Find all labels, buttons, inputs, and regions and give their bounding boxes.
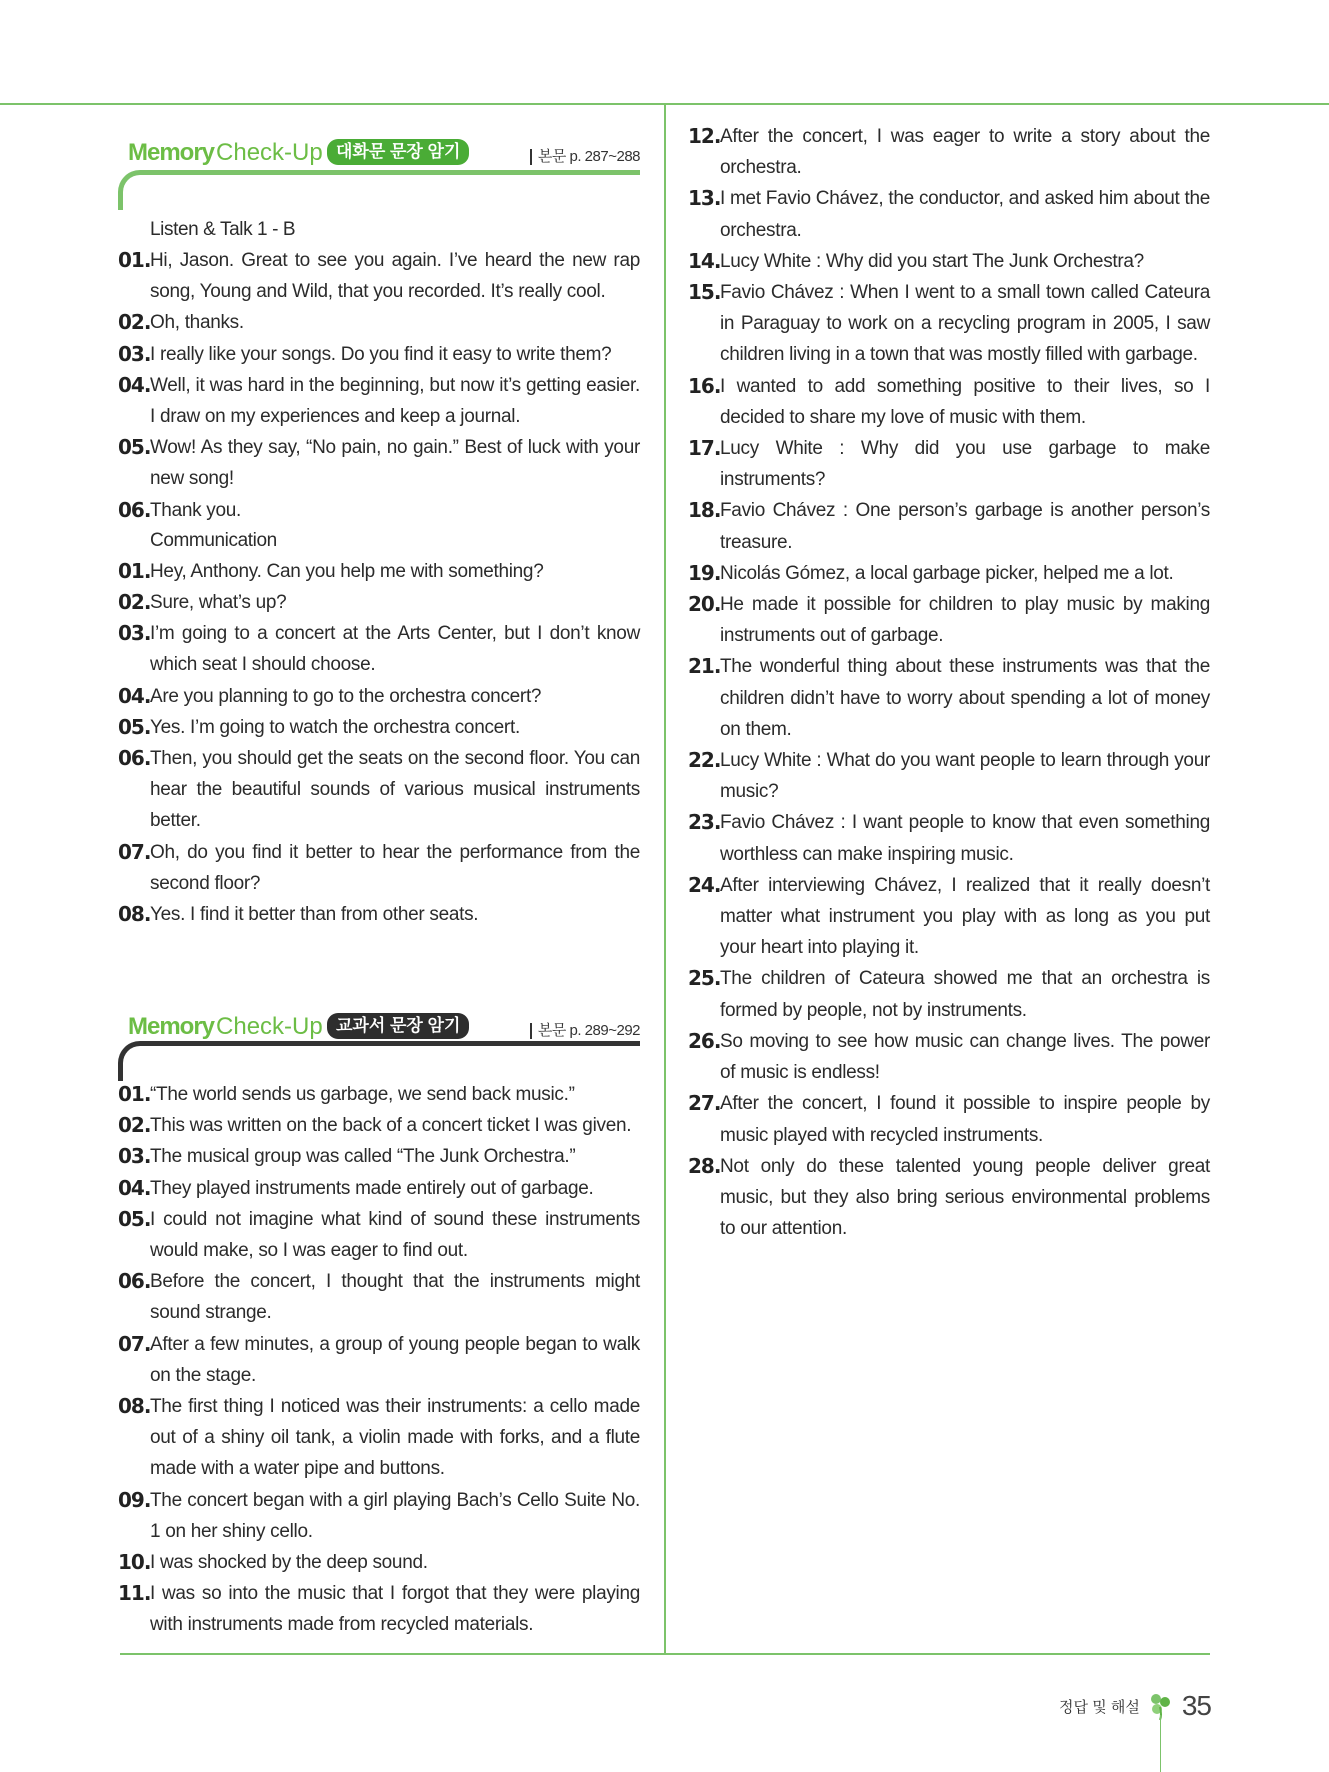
- footer-label: 정답 및 해설: [1059, 1698, 1140, 1716]
- list-item: [688, 745, 1210, 807]
- list-item: [118, 899, 640, 930]
- list-item: [118, 245, 640, 307]
- section2-badge: 교과서 문장 암기: [327, 1013, 469, 1039]
- item-number: 08.: [118, 902, 151, 927]
- item-text: The children of Cateura showed me that an orchestra is formed by people, not by instruments.: [720, 968, 1210, 1021]
- item-text: He made it possible for children to play music by making instruments out of garbage.: [720, 594, 1210, 647]
- section1-body: [118, 215, 640, 930]
- list-item: [118, 1141, 640, 1172]
- bottom-rule: [120, 1653, 1210, 1655]
- item-number: 20.: [688, 592, 721, 617]
- item-number: 23.: [688, 810, 721, 835]
- item-number: 08.: [118, 1394, 151, 1419]
- list-item: [688, 433, 1210, 495]
- item-number: 16.: [688, 373, 721, 398]
- item-text: After the concert, I was eager to write a story about the orchestra.: [720, 126, 1210, 179]
- list-item: [118, 1485, 640, 1547]
- section1-header: [118, 127, 640, 215]
- section1-page-ref: 본문 p. 287~288: [530, 149, 640, 165]
- item-text: Oh, thanks.: [150, 312, 244, 334]
- item-number: 09.: [118, 1487, 151, 1512]
- item-number: 05.: [118, 1206, 151, 1231]
- item-number: 26.: [688, 1028, 721, 1053]
- item-number: 05.: [118, 435, 151, 460]
- list-item: [688, 651, 1210, 745]
- item-number: 11.: [118, 1581, 151, 1606]
- list-item: [118, 339, 640, 370]
- item-text: I could not imagine what kind of sound these instruments would make, so I was eager to find out.: [150, 1208, 640, 1262]
- item-text: Favio Chávez : One person’s garbage is another person’s treasure.: [720, 500, 1210, 553]
- item-number: 06.: [118, 746, 151, 771]
- section2-body-left: [118, 1079, 640, 1641]
- item-number: 02.: [118, 1113, 151, 1138]
- section1-title-bold: Memory: [128, 139, 215, 166]
- item-text: After the concert, I found it possible to inspire people by music played with recycled instruments.: [720, 1093, 1210, 1146]
- list-item: [118, 837, 640, 899]
- item-text: Hi, Jason. Great to see you again. I’ve heard the new rap song, Young and Wild, that you recorded. It’s really cool.: [150, 250, 640, 303]
- right-column: [688, 121, 1210, 1244]
- list-item: [118, 556, 640, 587]
- item-text: Not only do these talented young people deliver great music, but they also bring serious environmental problems to our attention.: [720, 1155, 1210, 1240]
- item-number: 02.: [118, 310, 151, 335]
- item-text: I met Favio Chávez, the conductor, and asked him about the orchestra.: [720, 188, 1210, 241]
- list-item: [118, 743, 640, 837]
- list-item: [688, 121, 1210, 183]
- list-item: [118, 1079, 640, 1110]
- item-text: Lucy White : Why did you use garbage to make instruments?: [720, 438, 1210, 491]
- item-number: 03.: [118, 341, 151, 366]
- item-text: Favio Chávez : When I went to a small town called Cateura in Paraguay to work on a recycling program in 2005, I saw children living in a town that was mostly filled with garbage.: [720, 282, 1210, 366]
- item-text: I was so into the music that I forgot that they were playing with instruments made from recycled materials.: [150, 1583, 640, 1636]
- list-item: [688, 870, 1210, 964]
- list-item: [688, 371, 1210, 433]
- list-item: [118, 432, 640, 494]
- list-item: [118, 618, 640, 680]
- section2-header: [118, 1001, 640, 1089]
- item-number: 15.: [688, 280, 721, 305]
- item-text: Sure, what’s up?: [150, 592, 287, 614]
- item-number: 14.: [688, 248, 721, 273]
- item-number: 21.: [688, 654, 721, 679]
- item-number: 04.: [118, 372, 151, 397]
- section2-left: [118, 1001, 640, 1641]
- page-footer: [1059, 1690, 1211, 1722]
- item-number: 19.: [688, 560, 721, 585]
- item-number: 07.: [118, 839, 151, 864]
- list-item: [118, 1173, 640, 1204]
- item-number: 01.: [118, 1082, 151, 1106]
- section1-hook-rule: [118, 170, 640, 210]
- item-number: 17.: [688, 436, 721, 461]
- list-item: [118, 1329, 640, 1391]
- item-number: 01.: [118, 558, 151, 583]
- item-text: Thank you.: [150, 499, 241, 521]
- item-text: Yes. I’m going to watch the orchestra concert.: [150, 716, 520, 738]
- item-text: The concert began with a girl playing Bach’s Cello Suite No. 1 on her shiny cello.: [150, 1489, 640, 1542]
- list-item: [118, 307, 640, 338]
- list-item: [118, 370, 640, 432]
- item-text: Nicolás Gómez, a local garbage picker, helped me a lot.: [720, 562, 1174, 584]
- item-text: Wow! As they say, “No pain, no gain.” Best of luck with your new song!: [150, 437, 640, 490]
- list-item: [688, 183, 1210, 245]
- section1-title-light: Check-Up: [216, 139, 323, 166]
- group-heading-listen-talk: Listen & Talk 1 - B: [150, 219, 296, 240]
- list-item: [688, 1151, 1210, 1245]
- list-item: [688, 495, 1210, 557]
- list-item: [688, 277, 1210, 371]
- section2-hook-rule: [118, 1041, 640, 1081]
- list-item: [688, 1026, 1210, 1088]
- item-text: Before the concert, I thought that the instruments might sound strange.: [150, 1271, 640, 1324]
- item-number: 24.: [688, 872, 721, 897]
- item-text: Hey, Anthony. Can you help me with something?: [150, 560, 544, 582]
- page-number: 35: [1181, 1690, 1211, 1721]
- item-number: 06.: [118, 1269, 151, 1294]
- list-item: [688, 963, 1210, 1025]
- item-text: Lucy White : What do you want people to learn through your music?: [720, 750, 1210, 803]
- list-item: [118, 1578, 640, 1640]
- column-divider: [664, 105, 666, 1653]
- list-item: [118, 1391, 640, 1485]
- item-number: 06.: [118, 497, 151, 522]
- item-text: Lucy White : Why did you start The Junk Orchestra?: [720, 250, 1144, 272]
- item-text: This was written on the back of a concert ticket I was given.: [150, 1115, 632, 1137]
- item-text: “The world sends us garbage, we send back music.”: [150, 1084, 575, 1105]
- section2-title-light: Check-Up: [216, 1013, 323, 1040]
- item-text: Yes. I find it better than from other seats.: [150, 904, 479, 926]
- section1-title: [128, 139, 323, 167]
- item-text: Favio Chávez : I want people to know that even something worthless can make inspiring music.: [720, 812, 1210, 865]
- item-number: 03.: [118, 1144, 151, 1169]
- list-item: [118, 587, 640, 618]
- item-number: 02.: [118, 590, 151, 615]
- item-number: 18.: [688, 498, 721, 523]
- list-item: [688, 807, 1210, 869]
- list-item: [118, 1110, 640, 1141]
- item-number: 22.: [688, 748, 721, 773]
- item-number: 01.: [118, 248, 151, 272]
- section2-page-ref: 본문 p. 289~292: [530, 1023, 640, 1039]
- item-text: They played instruments made entirely out of garbage.: [150, 1177, 594, 1199]
- item-number: 27.: [688, 1091, 721, 1116]
- item-text: I’m going to a concert at the Arts Center, but I don’t know which seat I should choose.: [150, 623, 640, 676]
- list-item: [118, 1266, 640, 1328]
- item-number: 04.: [118, 1175, 151, 1200]
- item-number: 25.: [688, 966, 721, 991]
- list-item: [688, 589, 1210, 651]
- left-column: [118, 127, 640, 930]
- item-number: 04.: [118, 683, 151, 708]
- item-text: I really like your songs. Do you find it easy to write them?: [150, 343, 612, 365]
- footer-vertical-line: [1160, 1715, 1161, 1772]
- item-number: 05.: [118, 714, 151, 739]
- item-number: 12.: [688, 124, 721, 148]
- list-item: [688, 558, 1210, 589]
- item-text: The first thing I noticed was their instruments: a cello made out of a shiny oil tank, a violin made with forks, and a flute made with a water pipe and buttons.: [150, 1396, 640, 1480]
- item-number: 28.: [688, 1153, 721, 1178]
- item-text: I was shocked by the deep sound.: [150, 1552, 428, 1574]
- list-item: [118, 495, 640, 526]
- item-text: I wanted to add something positive to their lives, so I decided to share my love of music with them.: [720, 375, 1210, 428]
- section2-title-bold: Memory: [128, 1013, 215, 1040]
- list-item: [118, 1204, 640, 1266]
- item-text: Are you planning to go to the orchestra concert?: [150, 685, 542, 707]
- list-item: [688, 246, 1210, 277]
- item-text: Then, you should get the seats on the second floor. You can hear the beautiful sounds of various musical instruments better.: [150, 748, 640, 832]
- list-item: [688, 1088, 1210, 1150]
- item-number: 10.: [118, 1550, 151, 1575]
- item-text: So moving to see how music can change lives. The power of music is endless!: [720, 1030, 1210, 1084]
- item-number: 03.: [118, 621, 151, 646]
- item-text: The wonderful thing about these instruments was that the children didn’t have to worry about spending a lot of money on them.: [720, 656, 1210, 740]
- list-item: [118, 681, 640, 712]
- item-text: Oh, do you find it better to hear the performance from the second floor?: [150, 841, 640, 894]
- item-text: After interviewing Chávez, I realized that it really doesn’t matter what instrument you play with as long as you put your heart into playing it.: [720, 874, 1210, 959]
- section2-title: [128, 1013, 323, 1041]
- item-text: The musical group was called “The Junk Orchestra.”: [150, 1146, 576, 1168]
- section1-badge: 대화문 문장 암기: [327, 139, 469, 165]
- list-item: [118, 712, 640, 743]
- item-text: After a few minutes, a group of young people began to walk on the stage.: [150, 1333, 640, 1386]
- group-heading-communication: Communication: [150, 529, 277, 551]
- item-number: 13.: [688, 186, 721, 211]
- list-item: [118, 1547, 640, 1578]
- item-number: 07.: [118, 1331, 151, 1356]
- item-text: Well, it was hard in the beginning, but now it’s getting easier. I draw on my experiences and keep a journal.: [150, 374, 640, 428]
